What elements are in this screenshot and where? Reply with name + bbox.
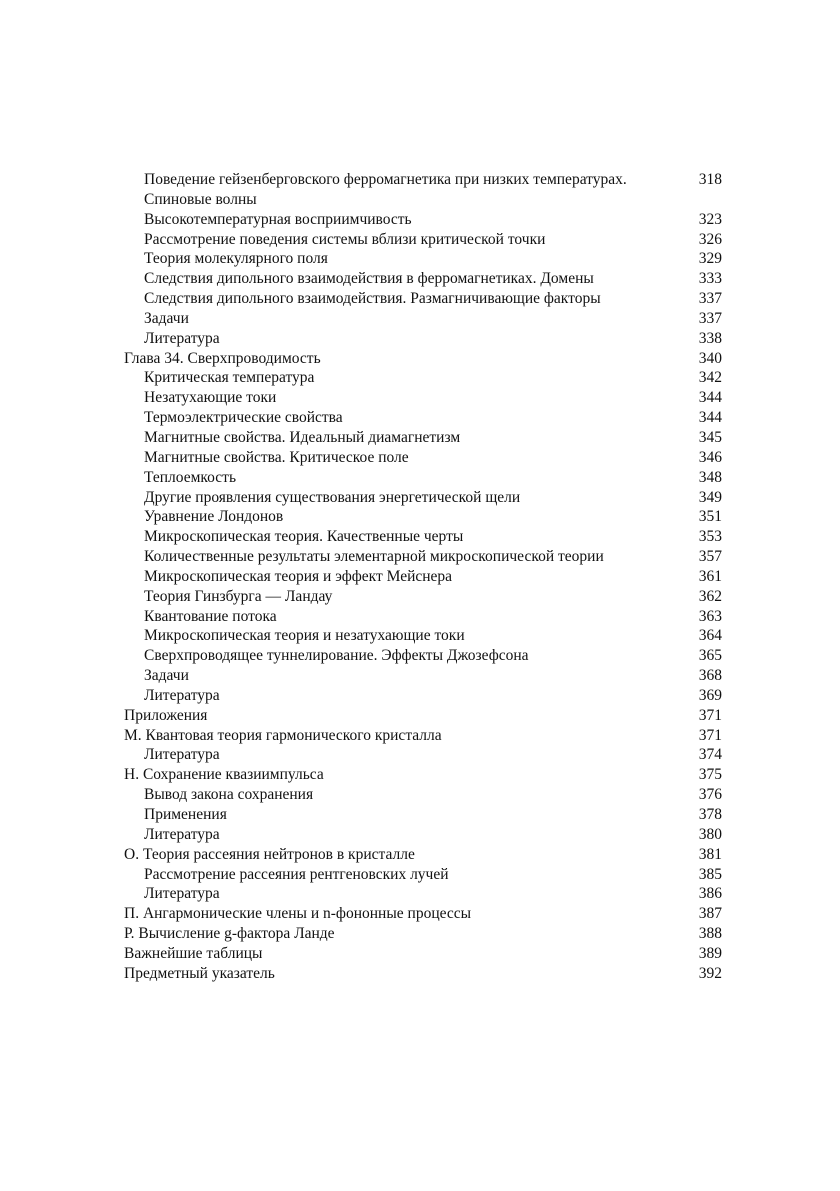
toc-section-entry	[124, 488, 722, 508]
toc-entry-page: 337	[698, 309, 722, 327]
toc-section-entry	[124, 865, 722, 885]
toc-entry-title: Литература	[144, 329, 220, 347]
toc-entry-page: 363	[698, 607, 722, 625]
toc-chapter-entry	[124, 904, 722, 924]
toc-entry-page: 318	[698, 171, 722, 188]
toc-section-entry	[124, 329, 722, 349]
toc-section-entry	[124, 587, 722, 607]
toc-entry-title: Уравнение Лондонов	[144, 508, 284, 526]
toc-section-entry	[124, 448, 722, 468]
toc-section-entry	[124, 666, 722, 686]
toc-entry-page: 371	[698, 706, 722, 724]
toc-section-entry	[124, 884, 722, 904]
toc-section-entry	[124, 249, 722, 269]
toc-entry-title: Следствия дипольного взаимодействия. Размагничивающие факторы	[144, 290, 601, 308]
toc-entry-page: 376	[698, 786, 722, 804]
toc-section-entry	[124, 368, 722, 388]
toc-entry-page: 345	[698, 428, 722, 446]
toc-entry-page: 380	[698, 825, 722, 843]
toc-entry-title: Литература	[144, 885, 220, 903]
toc-chapter-entry	[124, 726, 722, 746]
toc-entry-title: Н. Сохранение квазиимпульса	[124, 766, 324, 784]
toc-entry-page: 351	[698, 508, 722, 526]
toc-entry-title: Задачи	[144, 309, 189, 327]
toc-entry-title: Вывод закона сохранения	[144, 786, 314, 804]
toc-section-entry	[124, 468, 722, 488]
toc-section-entry	[124, 170, 722, 190]
toc-entry-title: Микроскопическая теория. Качественные черты	[144, 528, 464, 546]
toc-entry-page: 362	[698, 587, 722, 605]
toc-section-entry	[124, 825, 722, 845]
toc-entry-title: П. Ангармонические члены и n-фононные процессы	[124, 905, 472, 923]
toc-section-entry	[124, 507, 722, 527]
toc-entry-page: 374	[698, 746, 722, 764]
toc-entry-page: 357	[698, 548, 722, 566]
toc-section-entry	[124, 269, 722, 289]
toc-entry-title: Приложения	[124, 706, 208, 724]
toc-entry-title: Термоэлектрические свойства	[144, 409, 343, 427]
toc-chapter-entry	[124, 349, 722, 369]
toc-entry-title: Незатухающие токи	[144, 389, 277, 407]
toc-entry-title: Задачи	[144, 667, 189, 685]
toc-chapter-entry	[124, 845, 722, 865]
toc-section-entry	[124, 785, 722, 805]
toc-entry-page: 353	[698, 528, 722, 546]
toc-entry-page: 344	[698, 389, 722, 407]
toc-entry-page: 365	[698, 647, 722, 665]
toc-section-entry	[124, 805, 722, 825]
toc-entry-title: Следствия дипольного взаимодействия в ферромагнетиках. Домены	[144, 270, 594, 288]
toc-entry-title: Количественные результаты элементарной микроскопической теории	[144, 548, 604, 566]
toc-entry-title: Теория Гинзбурга — Ландау	[144, 587, 333, 605]
toc-entry-page: 361	[698, 567, 722, 585]
toc-entry-page: 371	[698, 726, 722, 744]
toc-section-entry	[124, 626, 722, 646]
toc-entry-title: Теплоемкость	[144, 468, 237, 486]
table-of-contents	[124, 170, 722, 984]
toc-entry-page: 344	[698, 409, 722, 427]
toc-entry-page: 337	[698, 290, 722, 308]
toc-section-entry	[124, 567, 722, 587]
toc-entry-title: Литература	[144, 746, 220, 764]
toc-entry-title: Квантование потока	[144, 607, 277, 625]
toc-entry-page: 329	[698, 250, 722, 268]
toc-entry-title: Литература	[144, 825, 220, 843]
toc-entry-page: 338	[698, 329, 722, 347]
toc-entry-page: 349	[698, 488, 722, 506]
toc-entry-title: Теория молекулярного поля	[144, 250, 328, 268]
toc-entry-page: 375	[698, 766, 722, 784]
toc-entry-title: Поведение гейзенберговского ферромагнетика при низких температурах.	[144, 171, 627, 188]
toc-entry-title: Предметный указатель	[124, 964, 275, 982]
toc-section-entry	[124, 745, 722, 765]
toc-entry-title: Спиновые волны	[144, 190, 257, 208]
toc-section-entry	[124, 607, 722, 627]
toc-section-entry	[124, 289, 722, 309]
toc-entry-page: 388	[698, 925, 722, 943]
toc-entry-page: 392	[698, 964, 722, 982]
toc-entry-page: 333	[698, 270, 722, 288]
toc-entry-page: 385	[698, 865, 722, 883]
toc-chapter-entry	[124, 964, 722, 984]
toc-section-entry	[124, 408, 722, 428]
toc-entry-title: Микроскопическая теория и эффект Мейснера	[144, 567, 453, 585]
toc-entry-title: Магнитные свойства. Идеальный диамагнетизм	[144, 428, 461, 446]
toc-entry-page: 381	[698, 845, 722, 863]
toc-entry-page: 389	[698, 944, 722, 962]
toc-entry-title: Высокотемпературная восприимчивость	[144, 210, 412, 228]
toc-section-entry	[124, 547, 722, 567]
toc-entry-title: Микроскопическая теория и незатухающие токи	[144, 627, 465, 645]
toc-entry-page: 378	[698, 806, 722, 823]
toc-entry-title: О. Теория рассеяния нейтронов в кристалле	[124, 845, 415, 863]
toc-entry-page: 369	[698, 686, 722, 704]
toc-section-entry	[124, 527, 722, 547]
toc-entry-title: Рассмотрение поведения системы вблизи критической точки	[144, 230, 546, 248]
toc-entry-title: Литература	[144, 686, 220, 704]
toc-entry-title: Критическая температура	[144, 369, 315, 387]
toc-entry-page: 364	[698, 627, 722, 645]
toc-entry-page: 346	[698, 448, 722, 466]
toc-entry-page: 340	[698, 349, 722, 367]
toc-section-entry	[124, 210, 722, 230]
toc-entry-page: 326	[698, 230, 722, 248]
toc-entry-page: 386	[698, 885, 722, 903]
toc-entry-page: 323	[698, 210, 722, 228]
toc-entry-title: Другие проявления существования энергетической щели	[144, 488, 521, 506]
toc-section-entry	[124, 388, 722, 408]
toc-entry-title: Рассмотрение рассеяния рентгеновских лучей	[144, 865, 449, 883]
toc-section-entry	[124, 646, 722, 666]
toc-entry-title: М. Квантовая теория гармонического кристалла	[124, 726, 442, 744]
toc-entry-page: 368	[698, 667, 722, 685]
toc-chapter-entry	[124, 944, 722, 964]
toc-entry-page: 342	[698, 369, 722, 387]
toc-entry-title: Важнейшие таблицы	[124, 944, 263, 962]
toc-section-entry	[124, 428, 722, 448]
toc-section-entry	[124, 230, 722, 250]
toc-entry-title: Сверхпроводящее туннелирование. Эффекты Джозефсона	[144, 647, 529, 665]
toc-entry-page: 348	[698, 468, 722, 486]
toc-chapter-entry	[124, 765, 722, 785]
toc-entry-title: Магнитные свойства. Критическое поле	[144, 448, 409, 466]
toc-chapter-entry	[124, 924, 722, 944]
toc-entry-page: 387	[698, 905, 722, 923]
toc-section-entry	[124, 686, 722, 706]
toc-entry-title: Применения	[144, 806, 227, 823]
toc-section-entry	[124, 190, 722, 210]
toc-section-entry	[124, 309, 722, 329]
toc-entry-title: Р. Вычисление g-фактора Ланде	[124, 925, 335, 943]
toc-entry-title: Глава 34. Сверхпроводимость	[124, 349, 321, 367]
toc-chapter-entry	[124, 706, 722, 726]
